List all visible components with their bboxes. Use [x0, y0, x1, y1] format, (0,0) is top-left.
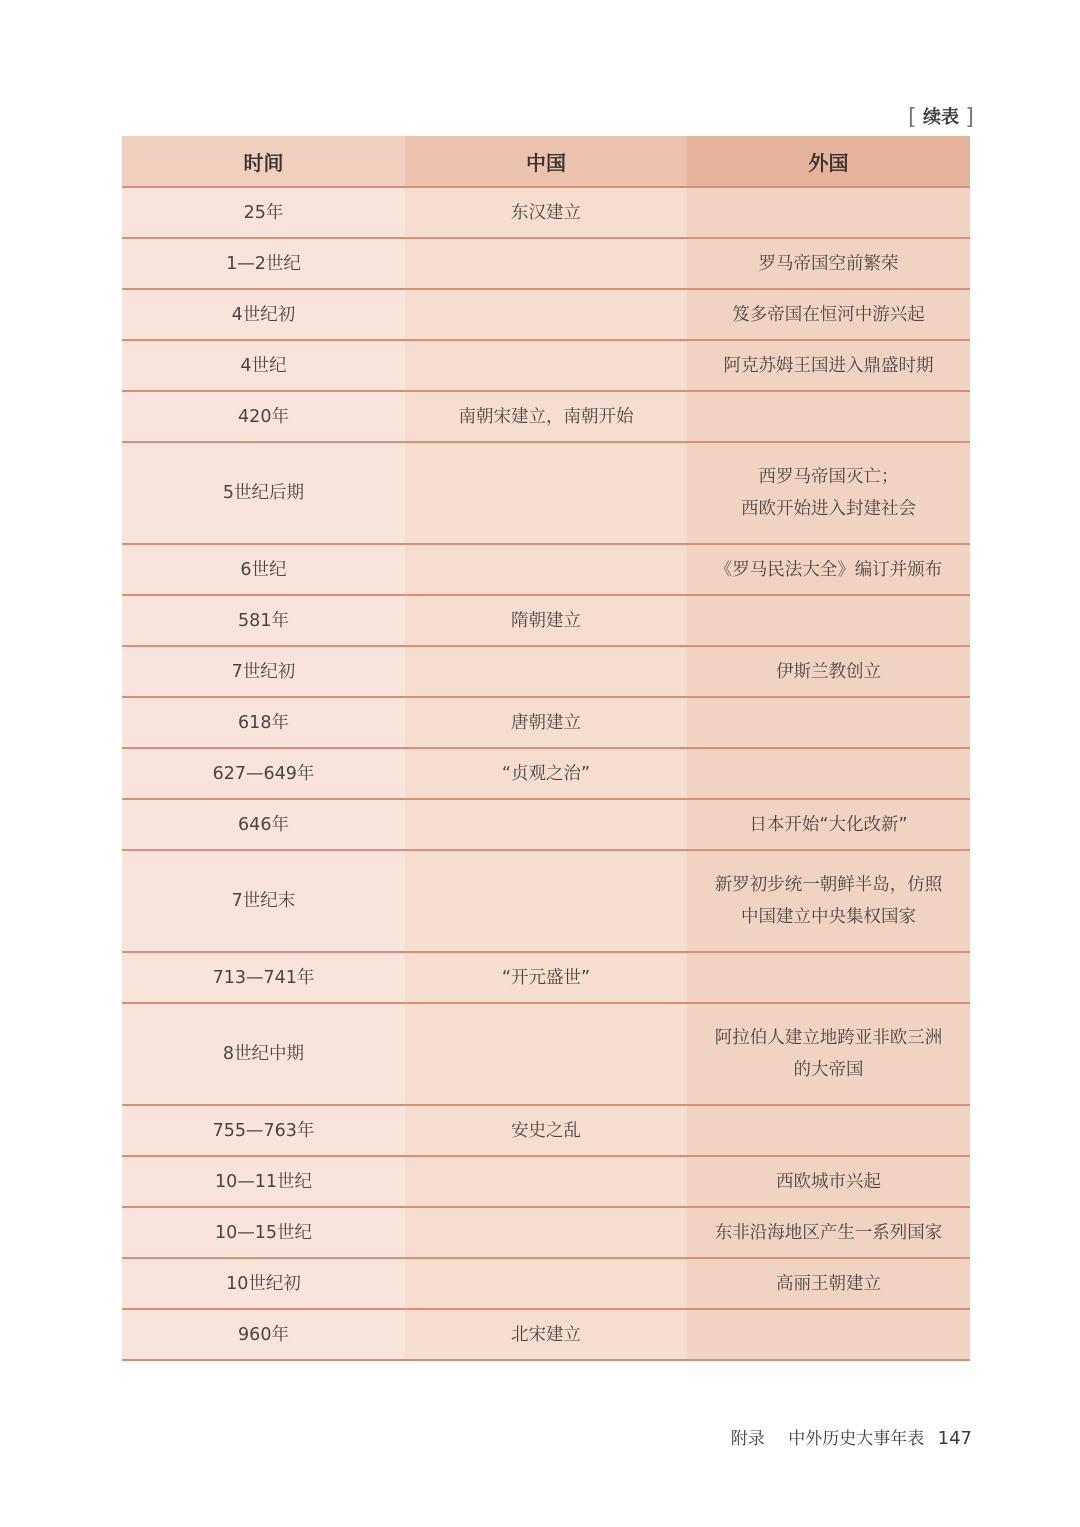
- table-row: [122, 952, 970, 1003]
- cell-foreign: [687, 1207, 970, 1258]
- cell-time: 10—15世纪: [122, 1207, 405, 1258]
- table-header-row: [122, 136, 970, 187]
- cell-china: [405, 799, 687, 850]
- cell-china-line: “贞观之治”: [501, 763, 591, 784]
- cell-china-line: 南朝宋建立，南朝开始: [458, 406, 634, 427]
- cell-china: [405, 238, 687, 289]
- cell-china: [405, 1207, 687, 1258]
- cell-foreign-line: 笈多帝国在恒河中游兴起: [732, 304, 925, 325]
- cell-china-line: 东汉建立: [511, 202, 581, 223]
- cell-china: [405, 646, 687, 697]
- cell-time: 10世纪初: [122, 1258, 405, 1309]
- cell-china: [405, 289, 687, 340]
- cell-foreign-line: 阿拉伯人建立地跨亚非欧三洲: [714, 1028, 943, 1048]
- cell-foreign: [687, 442, 970, 544]
- table-row: [122, 1258, 970, 1309]
- cell-time: 646年: [122, 799, 405, 850]
- cell-foreign-line: 罗马帝国空前繁荣: [758, 253, 899, 274]
- table-row: [122, 1207, 970, 1258]
- header-time: 时间: [122, 136, 405, 187]
- cell-china: [405, 748, 687, 799]
- right-bracket: ]: [965, 105, 974, 130]
- cell-foreign: [687, 697, 970, 748]
- cell-china-line: 安史之乱: [511, 1120, 581, 1141]
- cell-foreign-line: 中国建立中央集权国家: [741, 907, 916, 927]
- table-row: [122, 238, 970, 289]
- table-row: [122, 595, 970, 646]
- cell-time: 420年: [122, 391, 405, 442]
- table-row: [122, 289, 970, 340]
- cell-china: [405, 544, 687, 595]
- table-row: [122, 544, 970, 595]
- cell-foreign: [687, 289, 970, 340]
- cell-foreign: [687, 850, 970, 952]
- cell-foreign-line: 西罗马帝国灭亡；: [758, 467, 899, 487]
- cell-foreign: [687, 1156, 970, 1207]
- table-row: [122, 748, 970, 799]
- table-body: [122, 187, 970, 1360]
- cell-foreign-line: 高丽王朝建立: [776, 1273, 881, 1294]
- cell-foreign: [687, 340, 970, 391]
- cell-china-line: “开元盛世”: [501, 967, 591, 988]
- cell-time: 4世纪初: [122, 289, 405, 340]
- cell-time: 5世纪后期: [122, 442, 405, 544]
- cell-time: 618年: [122, 697, 405, 748]
- cell-foreign: [687, 1309, 970, 1360]
- cell-china-line: 隋朝建立: [511, 610, 581, 631]
- table-row: [122, 442, 970, 544]
- cell-foreign: [687, 952, 970, 1003]
- cell-china: [405, 1003, 687, 1105]
- chronology-table: [122, 136, 970, 1361]
- cell-foreign: [687, 238, 970, 289]
- cell-foreign-line: 的大帝国: [793, 1060, 864, 1080]
- table-row: [122, 646, 970, 697]
- cell-china: [405, 1105, 687, 1156]
- cell-foreign: [687, 595, 970, 646]
- cell-time: 4世纪: [122, 340, 405, 391]
- cell-time: 581年: [122, 595, 405, 646]
- cell-china: [405, 1156, 687, 1207]
- table-row: [122, 1105, 970, 1156]
- continued-table-label: [908, 104, 974, 132]
- cell-foreign: [687, 1258, 970, 1309]
- cell-foreign-line: 东非沿海地区产生一系列国家: [714, 1222, 943, 1243]
- cell-time: 755—763年: [122, 1105, 405, 1156]
- continued-text: 续表: [923, 107, 959, 128]
- cell-china: [405, 391, 687, 442]
- cell-china-line: 唐朝建立: [511, 712, 581, 733]
- cell-foreign: [687, 748, 970, 799]
- cell-foreign-line: 日本开始“大化改新”: [749, 814, 908, 835]
- cell-china: [405, 595, 687, 646]
- cell-time: 10—11世纪: [122, 1156, 405, 1207]
- cell-foreign: [687, 1105, 970, 1156]
- table-row: [122, 1156, 970, 1207]
- cell-china: [405, 1258, 687, 1309]
- cell-china: [405, 952, 687, 1003]
- cell-foreign-line: 新罗初步统一朝鲜半岛，仿照: [714, 875, 943, 895]
- cell-time: 7世纪末: [122, 850, 405, 952]
- cell-foreign-line: 西欧城市兴起: [776, 1171, 881, 1192]
- cell-foreign-line: 伊斯兰教创立: [776, 661, 881, 682]
- cell-foreign: [687, 391, 970, 442]
- cell-foreign: [687, 1003, 970, 1105]
- cell-time: 627—649年: [122, 748, 405, 799]
- cell-china: [405, 442, 687, 544]
- cell-foreign-line: 西欧开始进入封建社会: [741, 499, 916, 519]
- table-row: [122, 1003, 970, 1105]
- cell-time: 960年: [122, 1309, 405, 1360]
- cell-time: 8世纪中期: [122, 1003, 405, 1105]
- cell-foreign: [687, 799, 970, 850]
- cell-china: [405, 187, 687, 238]
- cell-foreign: [687, 544, 970, 595]
- table-row: [122, 1309, 970, 1360]
- cell-time: 7世纪初: [122, 646, 405, 697]
- cell-china: [405, 1309, 687, 1360]
- table-row: [122, 340, 970, 391]
- table-row: [122, 391, 970, 442]
- page-footer: [731, 1424, 972, 1449]
- table-row: [122, 187, 970, 238]
- cell-foreign: [687, 646, 970, 697]
- cell-china: [405, 340, 687, 391]
- footer-section: 附录: [730, 1429, 765, 1449]
- left-bracket: [: [908, 105, 917, 130]
- cell-time: 713—741年: [122, 952, 405, 1003]
- page-number: 147: [937, 1428, 972, 1449]
- header-china: 中国: [405, 136, 687, 187]
- cell-foreign-line: 《罗马民法大全》编订并颁布: [714, 559, 943, 580]
- cell-time: 6世纪: [122, 544, 405, 595]
- cell-foreign: [687, 187, 970, 238]
- cell-china: [405, 697, 687, 748]
- cell-foreign-line: 阿克苏姆王国进入鼎盛时期: [723, 355, 934, 376]
- cell-time: 25年: [122, 187, 405, 238]
- footer-title: 中外历史大事年表: [788, 1429, 925, 1449]
- table-row: [122, 697, 970, 748]
- header-foreign: 外国: [687, 136, 970, 187]
- table-row: [122, 799, 970, 850]
- cell-china: [405, 850, 687, 952]
- cell-china-line: 北宋建立: [511, 1324, 581, 1345]
- table-row: [122, 850, 970, 952]
- cell-time: 1—2世纪: [122, 238, 405, 289]
